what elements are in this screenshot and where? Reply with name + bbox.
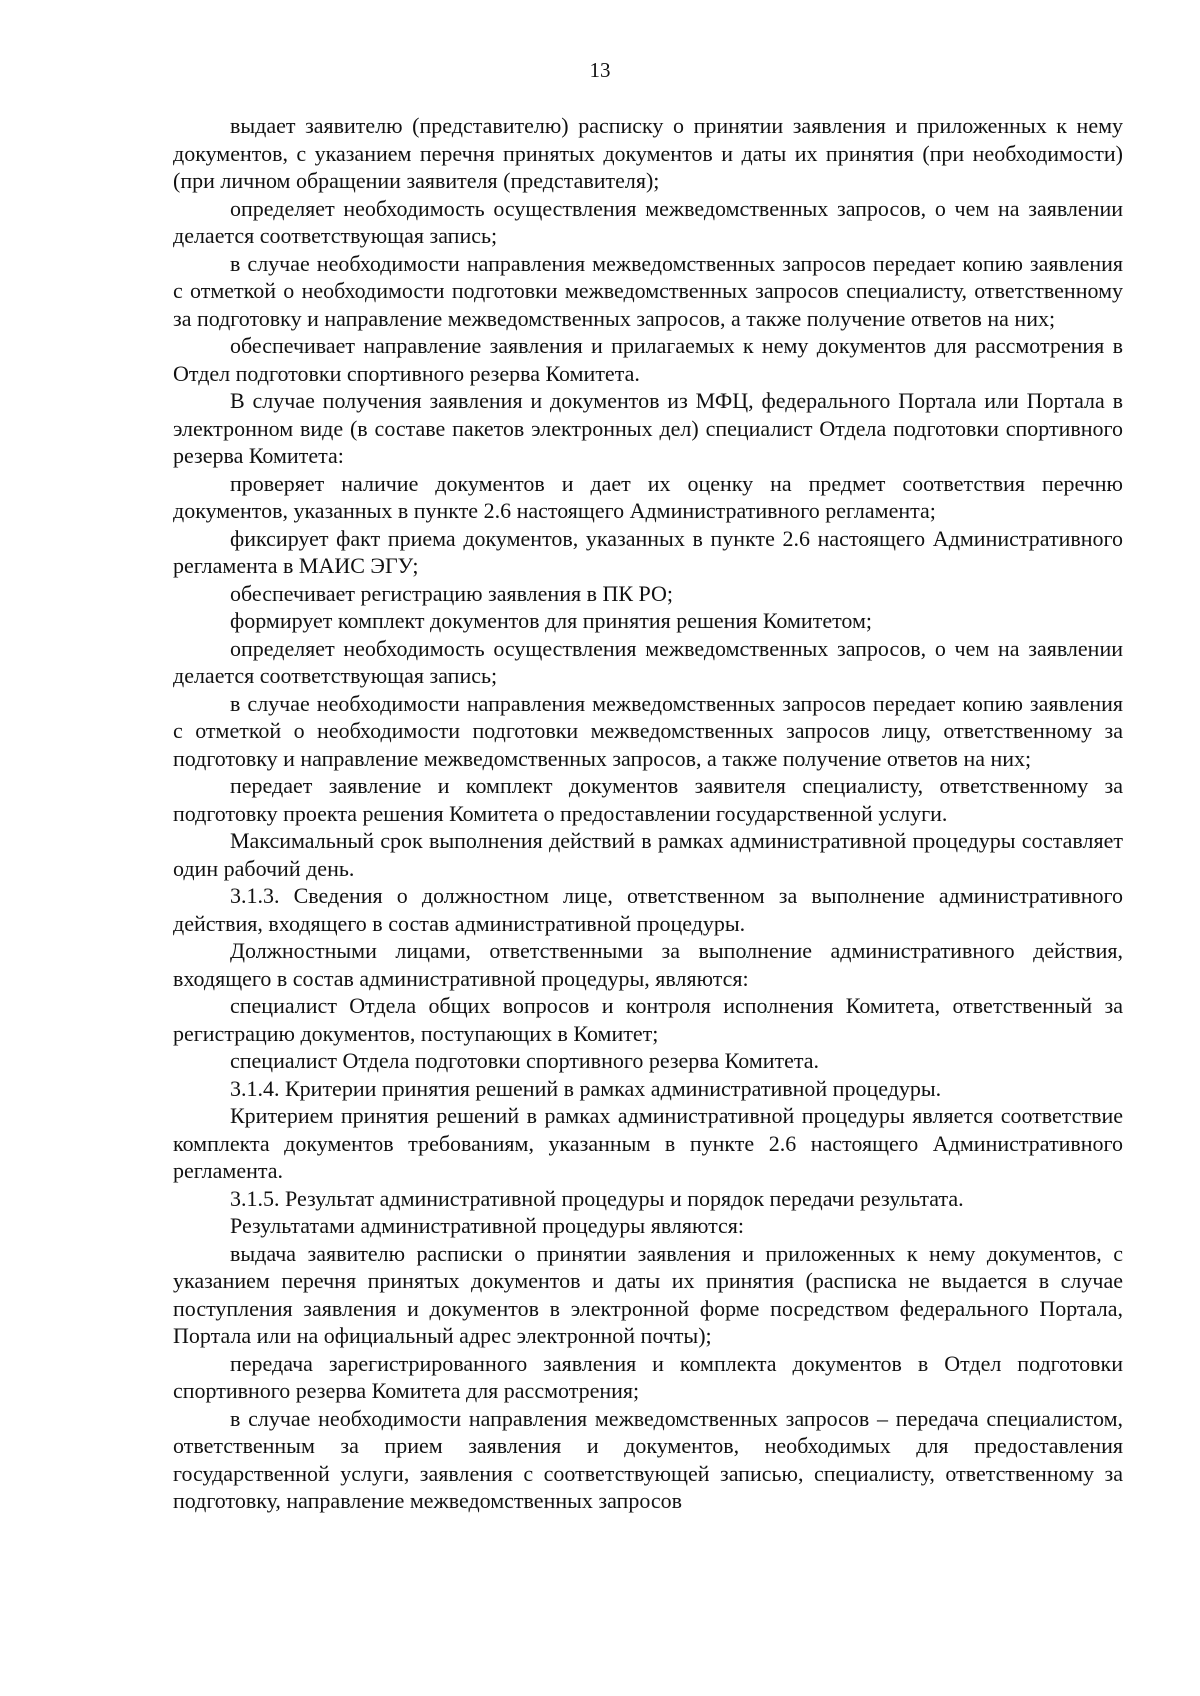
paragraph-4: обеспечивает направление заявления и прилагаемых к нему документов для рассмотрения в Отдел подготовки спортивного резерва Комитета.: [173, 333, 1123, 386]
paragraph-5: В случае получения заявления и документов из МФЦ, федерального Портала или Портала в электронном виде (в составе пакетов электронных дел) специалист Отдела подготовки спортивного резерва Комитета:: [173, 388, 1123, 468]
paragraph-14: 3.1.3. Сведения о должностном лице, ответственном за выполнение административного действия, входящего в состав административной процедуры.: [173, 883, 1123, 936]
paragraph-12: передает заявление и комплект документов заявителя специалисту, ответственному за подготовку проекта решения Комитета о предоставлении государственной услуги.: [173, 773, 1123, 826]
paragraph-6: проверяет наличие документов и дает их оценку на предмет соответствия перечню документов, указанных в пункте 2.6 настоящего Административного регламента;: [173, 470, 1123, 523]
document-body: [173, 112, 1123, 1515]
paragraph-10: определяет необходимость осуществления межведомственных запросов, о чем на заявлении делается соответствующая запись;: [173, 635, 1123, 688]
paragraph-13: Максимальный срок выполнения действий в рамках административной процедуры составляет один рабочий день.: [173, 828, 1123, 881]
paragraph-15: Должностными лицами, ответственными за выполнение административного действия, входящего в состав административной процедуры, являются:: [173, 938, 1123, 991]
paragraph-21: Результатами административной процедуры являются:: [230, 1213, 745, 1238]
paragraph-23: передача зарегистрированного заявления и комплекта документов в Отдел подготовки спортивного резерва Комитета для рассмотрения;: [173, 1350, 1123, 1403]
paragraph-1: выдает заявителю (представителю) расписку о принятии заявления и приложенных к нему документов, с указанием перечня принятых документов и даты их принятия (при необходимости) (при личном обращении заявителя (представителя);: [173, 113, 1123, 193]
paragraph-2: определяет необходимость осуществления межведомственных запросов, о чем на заявлении делается соответствующая запись;: [173, 195, 1123, 248]
paragraph-8: обеспечивает регистрацию заявления в ПК РО;: [230, 580, 674, 606]
paragraph-22: выдача заявителю расписки о принятии заявления и приложенных к нему документов, с указанием перечня принятых документов и даты их принятия (расписка не выдается в случае поступления заявления и документов в электронной форме посредством федерального Портала, Портала или на официальный адрес электронной почты);: [173, 1240, 1123, 1348]
paragraph-20: 3.1.5. Результат административной процедуры и порядок передачи результата.: [230, 1185, 964, 1211]
page-number: 13: [589, 58, 611, 82]
paragraph-18: 3.1.4. Критерии принятия решений в рамках административной процедуры.: [230, 1075, 942, 1101]
paragraph-17: специалист Отдела подготовки спортивного резерва Комитета.: [230, 1048, 820, 1073]
paragraph-9: формирует комплект документов для принятия решения Комитетом;: [230, 608, 873, 633]
paragraph-7: фиксирует факт приема документов, указанных в пункте 2.6 настоящего Административного регламента в МАИС ЭГУ;: [173, 525, 1123, 578]
paragraph-24: в случае необходимости направления межведомственных запросов – передача специалистом, ответственным за прием заявления и документов, необходимых для предоставления государственной услуги, заявления с соответствующей записью, специалисту, ответственному за подготовку, направление межведомственных запросов: [173, 1405, 1123, 1513]
paragraph-11: в случае необходимости направления межведомственных запросов передает копию заявления с отметкой о необходимости подготовки межведомственных запросов лицу, ответственному за подготовку и направление межведомственных запросов, а также получение ответов на них;: [173, 690, 1123, 771]
paragraph-19: Критерием принятия решений в рамках административной процедуры является соответствие комплекта документов требованиям, указанным в пункте 2.6 настоящего Административного регламента.: [173, 1103, 1123, 1183]
paragraph-3: в случае необходимости направления межведомственных запросов передает копию заявления с отметкой о необходимости подготовки межведомственных запросов специалисту, ответственному за подготовку и направление межведомственных запросов, а также получение ответов на них;: [173, 250, 1123, 331]
paragraph-16: специалист Отдела общих вопросов и контроля исполнения Комитета, ответственный за регистрацию документов, поступающих в Комитет;: [173, 993, 1123, 1046]
